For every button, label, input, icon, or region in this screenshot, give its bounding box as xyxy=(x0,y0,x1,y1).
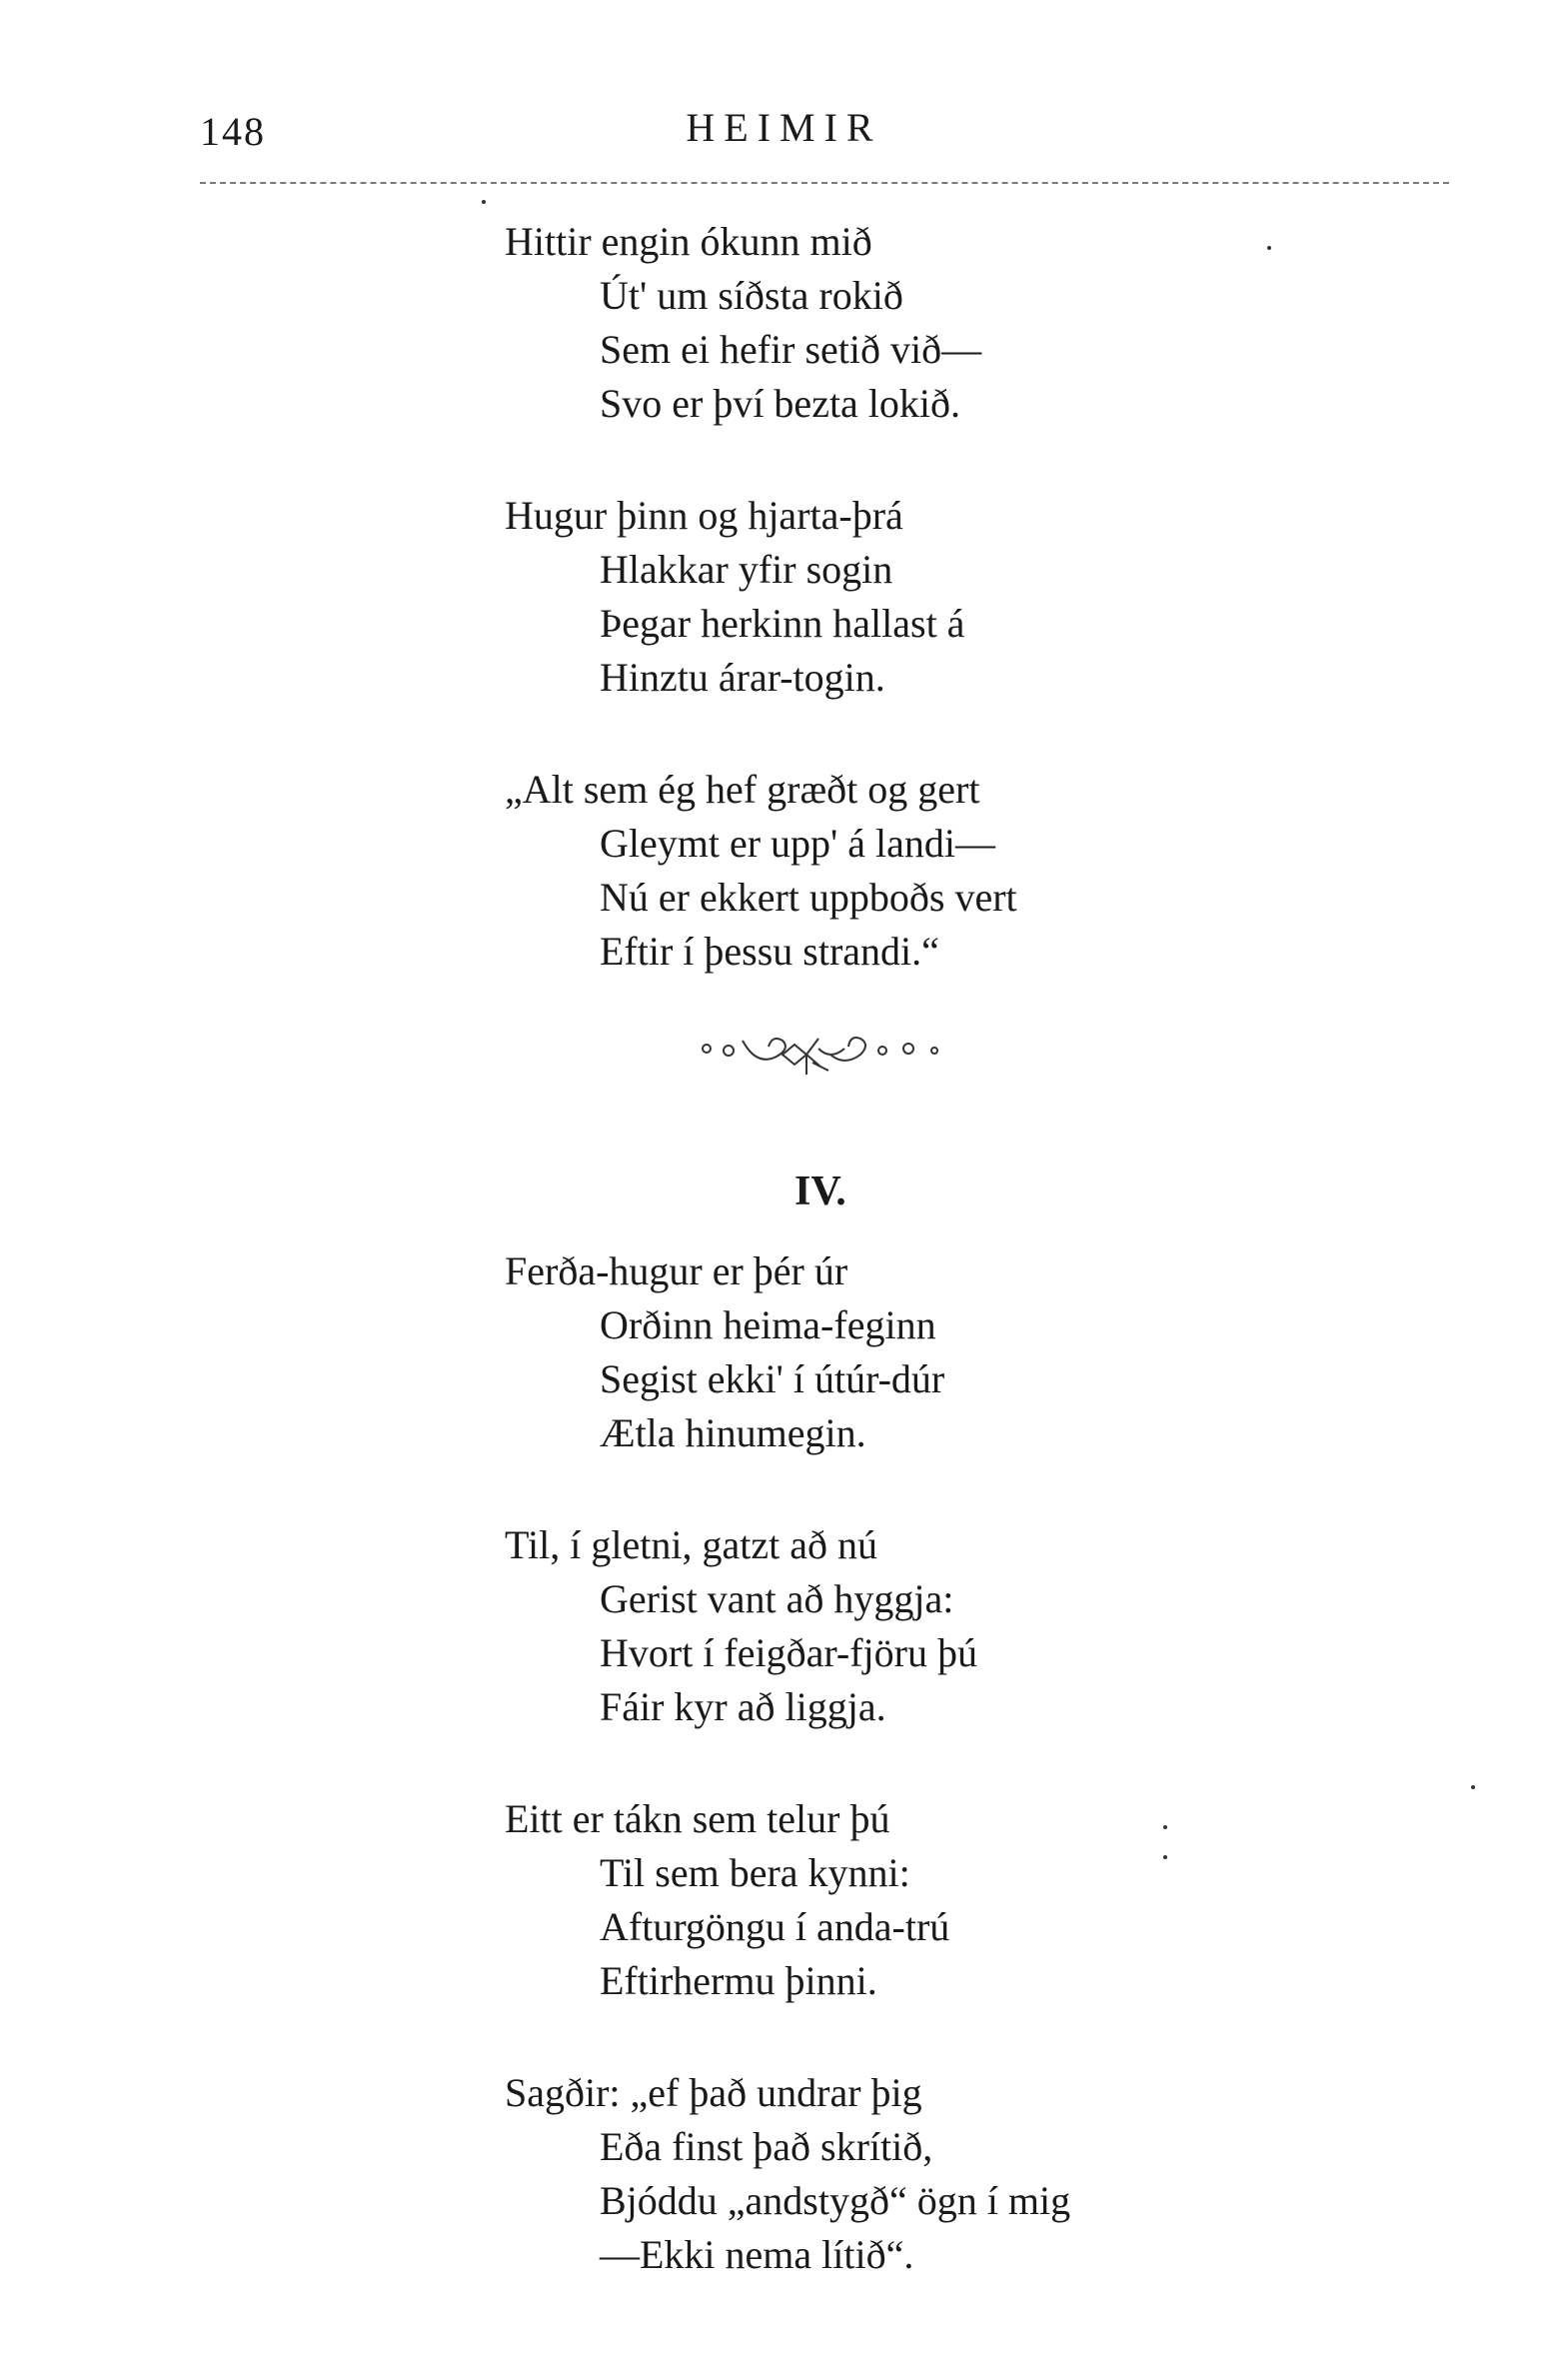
stanza xyxy=(505,1244,1454,1460)
verse-line: Til sem bera kynni: xyxy=(600,1850,910,1895)
verse-line: Eitt er tákn sem telur þú xyxy=(505,1796,890,1841)
verse-line: Gleymt er upp' á landi— xyxy=(600,821,995,866)
verse-line: Eftir í þessu strandi.“ xyxy=(600,929,939,974)
stanza xyxy=(505,215,1454,431)
verse-line: Hinztu árar-togin. xyxy=(600,655,885,700)
verse-line: Hittir engin ókunn mið xyxy=(505,219,872,264)
verse-line: Þegar herkinn hallast á xyxy=(600,601,965,646)
verse-line: Bjóddu „andstygð“ ögn í mig xyxy=(600,2178,1071,2223)
verse-line: —Ekki nema lítið“. xyxy=(600,2232,914,2277)
verse-line: Ætla hinumegin. xyxy=(600,1410,866,1455)
verse-line: Svo er því bezta lokið. xyxy=(600,381,961,426)
verse-line: Gerist vant að hyggja: xyxy=(600,1576,954,1621)
verse-line: „Alt sem ég hef græðt og gert xyxy=(505,767,980,812)
verse-line: Nú er ekkert uppboðs vert xyxy=(600,875,1017,920)
scan-speck xyxy=(482,200,486,204)
stanza xyxy=(505,1792,1454,2008)
verse-line: Sagðir: „ef það undrar þig xyxy=(505,2070,922,2115)
stanza xyxy=(505,2066,1454,2282)
scan-speck xyxy=(1267,246,1271,250)
verse-line: Hugur þinn og hjarta-þrá xyxy=(505,493,903,538)
page-number: 148 xyxy=(200,109,266,154)
section-heading: IV. xyxy=(794,1169,846,1214)
stanza xyxy=(505,763,1454,979)
verse-line: Til, í gletni, gatzt að nú xyxy=(505,1522,877,1567)
scan-speck xyxy=(1163,1825,1167,1829)
verse-line: Sem ei hefir setið við— xyxy=(600,327,982,372)
verse-line: Hvort í feigðar-fjöru þú xyxy=(600,1630,977,1675)
verse-line: Eftirhermu þinni. xyxy=(600,1958,877,2003)
verse-line: Fáir kyr að liggja. xyxy=(600,1684,886,1729)
stanza xyxy=(505,489,1454,705)
header-rule xyxy=(200,182,1449,184)
stanza xyxy=(505,1518,1454,1734)
verse-line: Afturgöngu í anda-trú xyxy=(600,1904,950,1949)
running-title: HEIMIR xyxy=(686,105,882,150)
verse-line: Ferða-hugur er þér úr xyxy=(505,1248,848,1293)
scan-speck xyxy=(1471,1785,1475,1789)
verse-line: Eða finst það skrítið, xyxy=(600,2124,933,2169)
verse-line: Hlakkar yfir sogin xyxy=(600,547,893,592)
verse-line: Orðinn heima-feginn xyxy=(600,1302,936,1347)
floral-divider-icon xyxy=(695,1027,994,1087)
verse-line: Út' um síðsta rokið xyxy=(600,273,903,318)
ornament-divider xyxy=(505,1027,1454,1127)
poem-body xyxy=(505,215,1454,2340)
verse-line: Segist ekki' í útúr-dúr xyxy=(600,1356,945,1401)
scan-speck xyxy=(1163,1855,1167,1859)
